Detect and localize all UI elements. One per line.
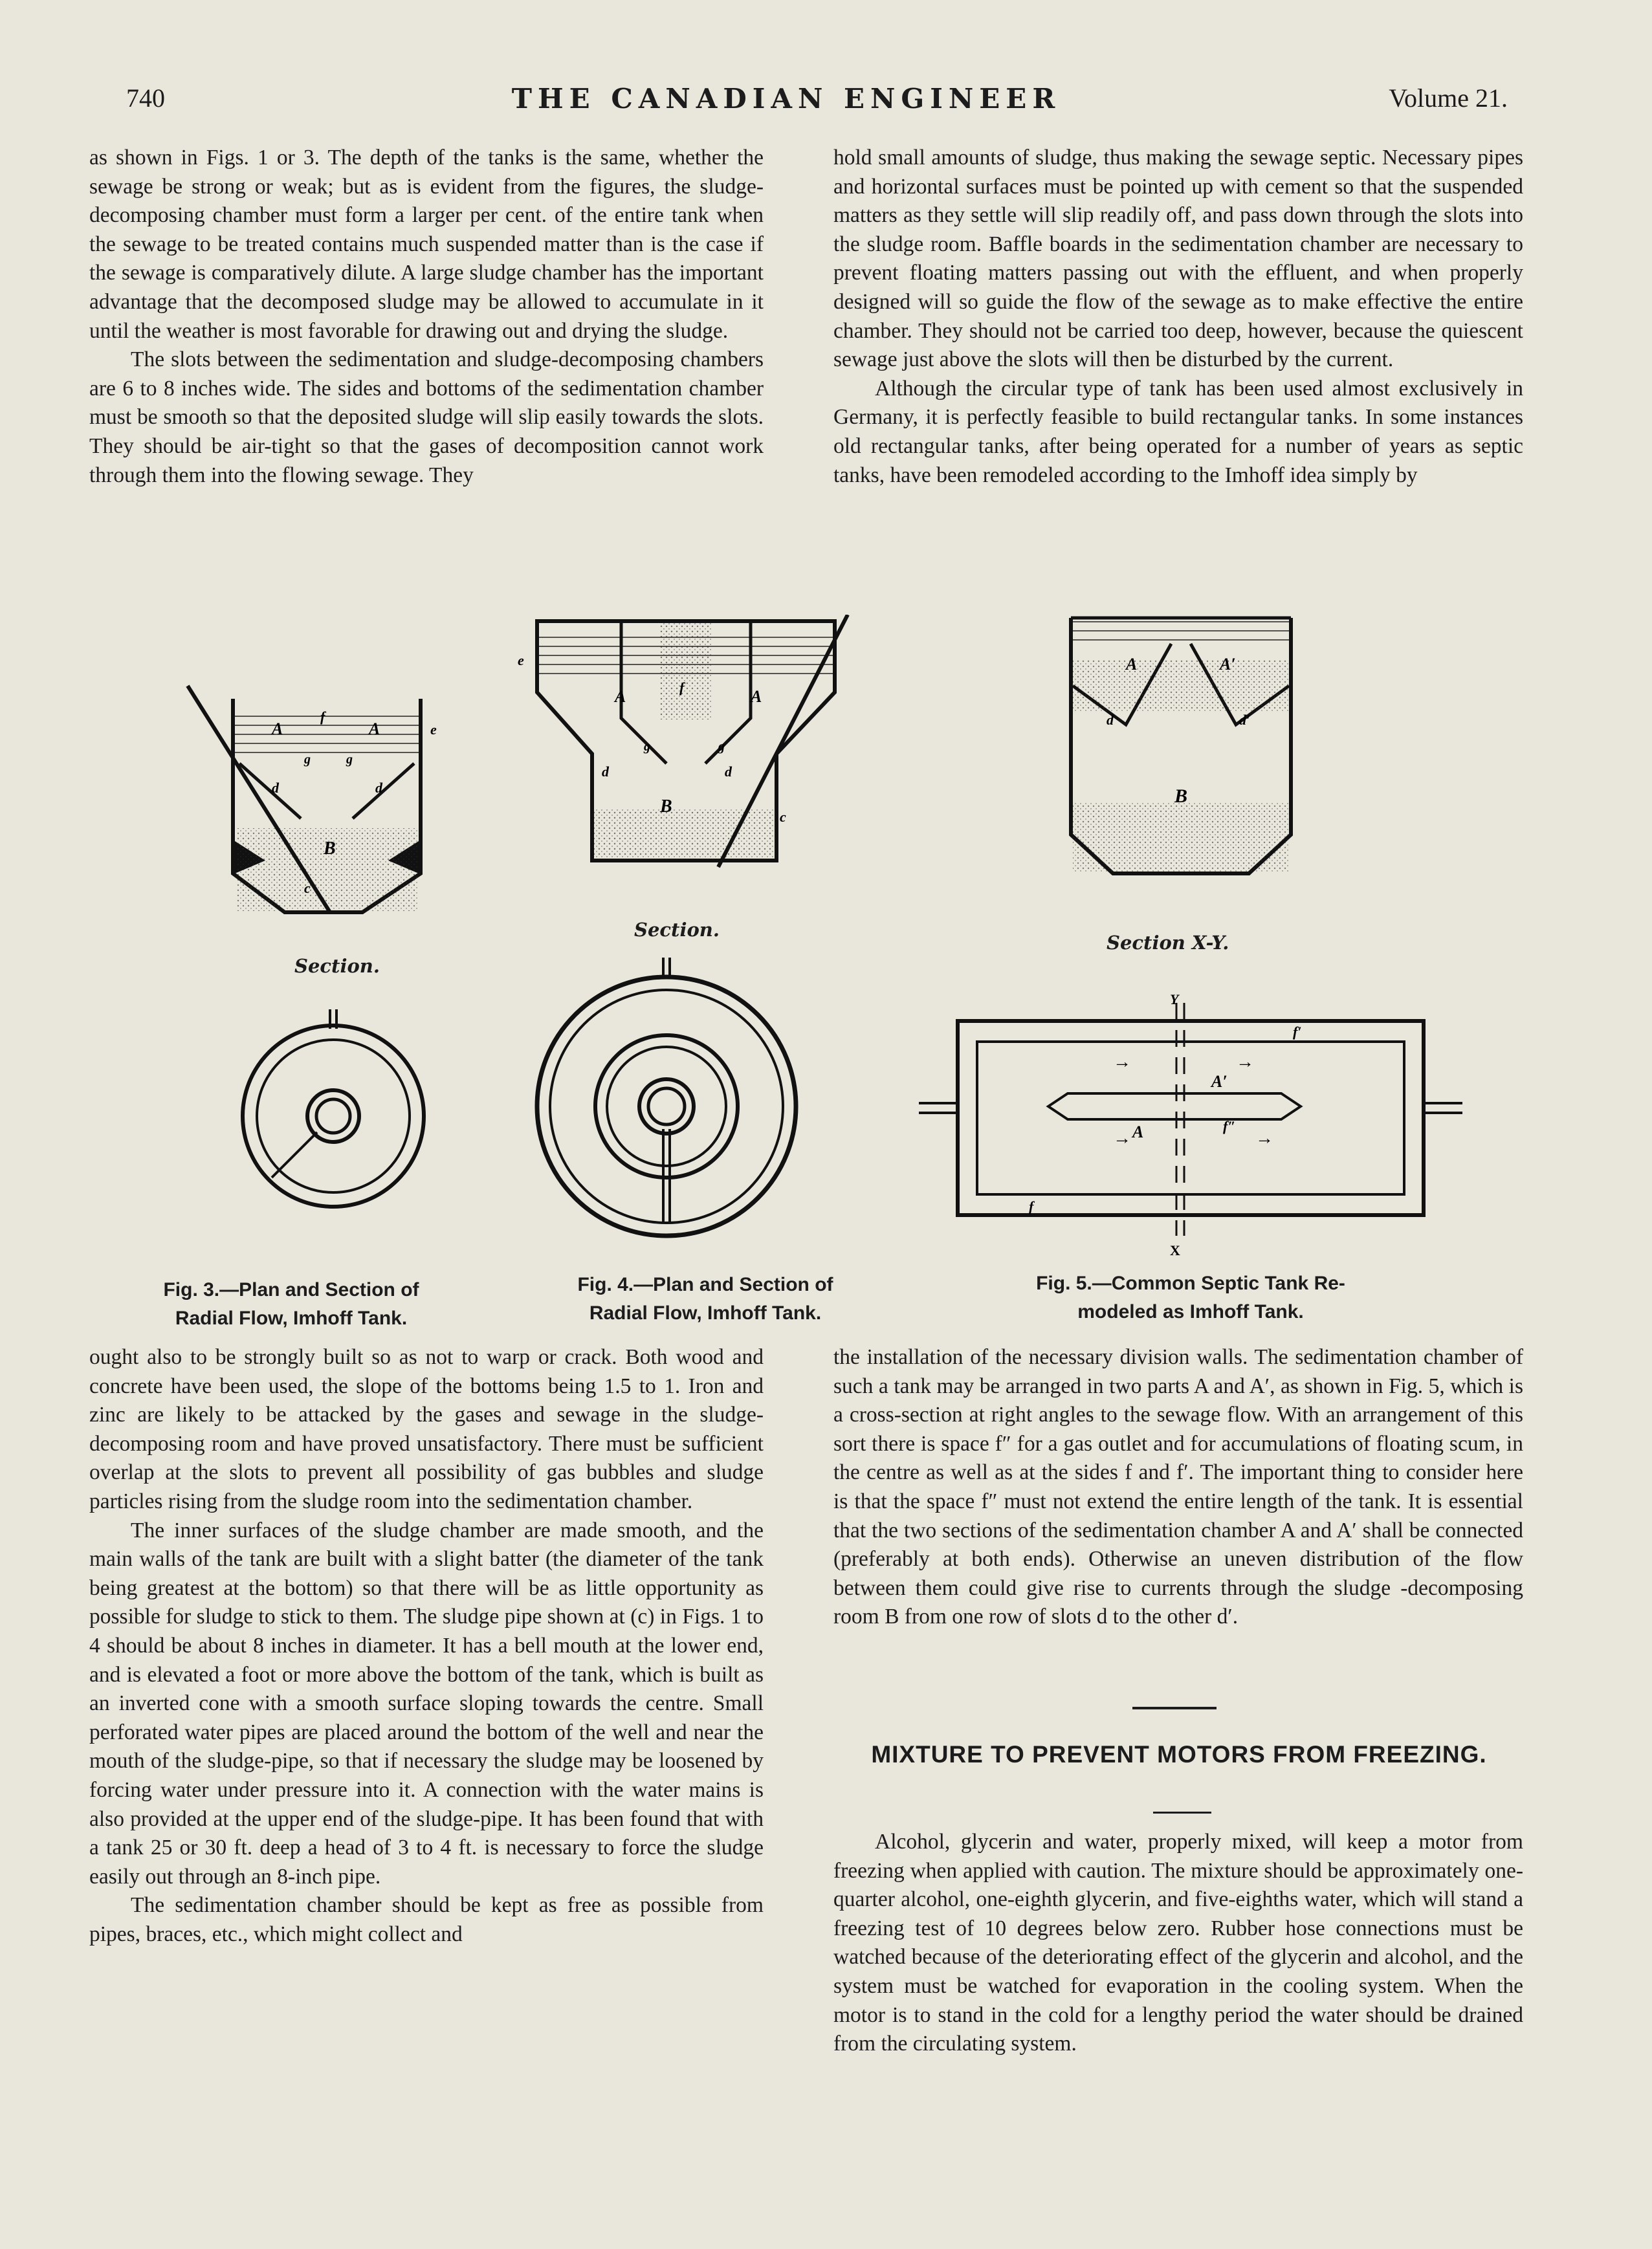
caption-line: Fig. 5.—Common Septic Tank Re-	[1036, 1273, 1345, 1294]
label-A: A	[615, 687, 626, 706]
fig5-caption	[971, 1269, 1411, 1326]
fig3-plan-diagram	[226, 1003, 440, 1216]
column-right-top	[833, 144, 1523, 490]
paragraph: the installation of the necessary division walls. The sedimentation chamber of such a tank may be arranged in two parts A and A′, as shown in Fig. 5, which is a cross-section at right angles to the sewage flow. With an arrangement of this sort there is space f″ for a gas outlet and for accumulations of floating scum, in the centre as well as at the sides f and f′. The important thing to consider here is that the space f″ must not extend the entire length of the tank. It is essential that the two sections of the sedimentation chamber A and A′ shall be connected (preferably at both ends). Otherwise an uneven distribution of the flow between them could give rise to currents through the sludge -decomposing room B from one row of slots d to the other d′.	[833, 1345, 1523, 1629]
label-d: d	[272, 780, 279, 796]
flow-arrow: →	[1255, 1128, 1273, 1148]
label-A: A	[272, 719, 283, 738]
caption-line: Fig. 4.—Plan and Section of	[577, 1274, 833, 1295]
fig3-section-label: Section.	[294, 955, 380, 977]
label-d-prime: d′	[1239, 712, 1251, 728]
label-A-prime: A′	[1211, 1072, 1228, 1091]
page-header	[91, 83, 1508, 122]
label-c: c	[304, 880, 311, 896]
caption-line: Radial Flow, Imhoff Tank.	[175, 1308, 408, 1329]
paragraph: The slots between the sedimentation and sludge-decomposing chambers are 6 to 8 inches wide. The sides and bottoms of the sedimentation chamber must be smooth so that the deposited sludge will slip easily towards the slots. They should be air-tight so that the gases of decomposition cannot work through them into the flowing sewage. They	[89, 347, 764, 487]
column-left-bottom	[89, 1343, 764, 1949]
label-B: B	[1174, 785, 1188, 807]
journal-title: THE CANADIAN ENGINEER	[511, 83, 1061, 115]
fig4-section-label: Section.	[634, 919, 720, 941]
label-B: B	[660, 796, 672, 817]
label-X: X	[1170, 1242, 1180, 1258]
column-right-article	[833, 1828, 1523, 2059]
label-d: d	[725, 763, 732, 780]
label-A: A	[1132, 1123, 1144, 1141]
label-f: f	[320, 708, 325, 725]
paragraph: hold small amounts of sludge, thus making the sewage septic. Necessary pipes and horizontal surfaces must be pointed up with cement so that the suspended matters as they settle will slip readily off, and pass down through the slots into the sludge room. Baffle boards in the sedimentation chamber are necessary to prevent floating matters passing out with the effluent, and when properly designed will so guide the flow of the sewage as to make effective the entire chamber. They should not be carried too deep, however, because the quiescent sewage just above the slots will then be disturbed by the current.	[833, 146, 1523, 372]
flow-arrow: →	[1113, 1052, 1131, 1072]
fig5-section-diagram	[1061, 608, 1307, 880]
column-left-top	[89, 144, 764, 490]
heading-underline	[1153, 1812, 1211, 1814]
caption-line: Fig. 3.—Plan and Section of	[163, 1279, 419, 1300]
paragraph: The inner surfaces of the sludge chamber are made smooth, and the main walls of the tank are built with a slight batter (the diameter of the tank being greatest at the bottom) so that there will be as little opportunity as possible for sludge to stick to them. The sludge pipe shown at (c) in Figs. 1 to 4 should be about 8 inches in diameter. It has a bell mouth at the lower end, and is elevated a foot or more above the bottom of the tank, which is built as an inverted cone with a smooth surface sloping towards the centre. Small perforated water pipes are placed around the bottom of the well and near the mouth of the sludge-pipe, so that if necessary the sludge may be loosened by forcing water under pressure into it. A connection with the water mains is also provided at the upper end of the sludge-pipe. It has been found that with a tank 25 or 30 ft. deep a head of 3 to 4 ft. is necessary to force the sludge easily out through an 8-inch pipe.	[89, 1518, 764, 1889]
label-g: g	[644, 740, 650, 754]
page-number: 740	[126, 83, 165, 113]
label-A: A	[1126, 655, 1138, 674]
label-f-double-prime: f″	[1223, 1118, 1236, 1134]
label-f-prime: f′	[1293, 1024, 1302, 1040]
label-Y: Y	[1170, 991, 1179, 1007]
ornamental-divider	[1132, 1707, 1217, 1709]
label-g: g	[718, 740, 725, 754]
paragraph: Although the circular type of tank has been used almost exclusively in Germany, it is perfectly feasible to build rectangular tanks. In some instances old rectangular tanks, after being operated for a number of years as septic tanks, have been remodeled according to the Imhoff idea simply by	[833, 376, 1523, 487]
label-A: A	[751, 687, 762, 706]
label-e: e	[430, 721, 437, 738]
section-heading: MIXTURE TO PREVENT MOTORS FROM FREEZING.	[871, 1741, 1487, 1768]
fig3-section-diagram	[175, 666, 446, 958]
label-g: g	[304, 752, 311, 767]
label-g: g	[346, 752, 353, 767]
label-f: f	[1029, 1198, 1034, 1214]
label-A: A	[369, 719, 380, 738]
fig4-section-diagram	[505, 615, 867, 919]
label-f: f	[679, 679, 685, 696]
caption-line: Radial Flow, Imhoff Tank.	[589, 1302, 822, 1324]
label-d: d	[1107, 712, 1114, 728]
label-d: d	[375, 780, 382, 796]
fig3-caption	[97, 1276, 485, 1333]
label-A-prime: A′	[1220, 655, 1236, 674]
fig5-section-label: Section X-Y.	[1107, 932, 1229, 954]
fig4-plan-diagram	[531, 954, 802, 1245]
flow-arrow: →	[1236, 1052, 1254, 1072]
label-c: c	[780, 809, 786, 825]
column-right-bottom	[833, 1343, 1523, 1632]
fig5-plan-diagram	[919, 990, 1482, 1262]
label-d: d	[602, 763, 609, 780]
fig4-caption	[505, 1271, 906, 1328]
label-B: B	[324, 839, 336, 859]
volume-label: Volume 21.	[1389, 83, 1508, 113]
paragraph: as shown in Figs. 1 or 3. The depth of the tanks is the same, whether the sewage be strong or weak; but as is evident from the figures, the sludge-decomposing chamber must form a larger per cent. of the entire tank when the sewage to be treated contains much suspended matter than is the case if the sewage is comparatively dilute. A large sludge chamber has the important advantage that the decomposed sludge may be allowed to accumulate in it until the weather is most favorable for drawing out and drying the sludge.	[89, 146, 764, 343]
paragraph: ought also to be strongly built so as not to warp or crack. Both wood and concrete have been used, the slope of the bottoms being 1.5 to 1. Iron and zinc are likely to be attacked by the gases and sewage in the sludge-decomposing room and have proved unsatisfactory. There must be sufficient overlap at the slots to prevent all possibility of gas bubbles and sludge particles rising from the sludge room into the sedimentation chamber.	[89, 1345, 764, 1513]
caption-line: modeled as Imhoff Tank.	[1077, 1301, 1304, 1322]
flow-arrow: →	[1113, 1128, 1131, 1148]
paragraph: Alcohol, glycerin and water, properly mixed, will keep a motor from freezing when applied with caution. The mixture should be approximately one-quarter alcohol, one-eighth glycerin, and five-eighths water, which will stand a freezing test of 10 degrees below zero. Rubber hose connections must be watched because of the deteriorating effect of the glycerin and alcohol, and the system must be watched for evaporation in the cooling system. When the motor is to stand in the cold for a lengthy period the water should be drained from the circulating system.	[833, 1830, 1523, 2056]
paragraph: The sedimentation chamber should be kept as free as possible from pipes, braces, etc., which might collect and	[89, 1893, 764, 1946]
label-e: e	[518, 652, 524, 668]
